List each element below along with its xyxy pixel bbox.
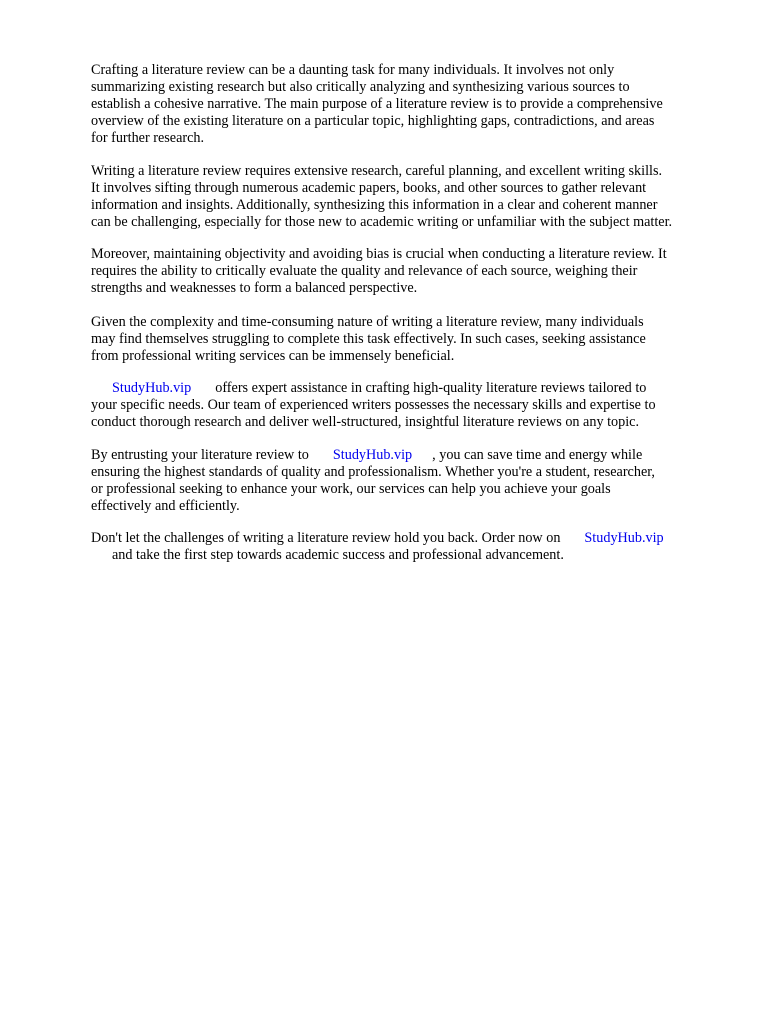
paragraph-intro <box>91 62 663 147</box>
text-fragment: offers expert assistance in crafting high-quality literature reviews tailored to <box>215 380 647 396</box>
paragraph-complexity <box>91 314 646 365</box>
text-line: your specific needs. Our team of experienced writers possesses the necessary skills and expertise to <box>91 397 656 413</box>
text-line <box>91 380 656 397</box>
text-line: Given the complexity and time-consuming nature of writing a literature review, many individuals <box>91 314 644 330</box>
text-line: Moreover, maintaining objectivity and avoiding bias is crucial when conducting a literature review. It <box>91 246 667 262</box>
paragraph-offer <box>91 380 656 431</box>
studyhub-link[interactable]: StudyHub.vip <box>112 380 192 396</box>
paragraph-entrust <box>91 447 655 515</box>
text-line: from professional writing services can be immensely beneficial. <box>91 348 455 364</box>
paragraph-objectivity <box>91 246 667 297</box>
text-line: effectively and efficiently. <box>91 498 240 514</box>
text-fragment: By entrusting your literature review to <box>91 447 309 463</box>
text-line <box>91 447 655 464</box>
text-fragment: , you can save time and energy while <box>432 447 643 463</box>
text-line: conduct thorough research and deliver well-structured, insightful literature reviews on any topic. <box>91 414 640 430</box>
text-line: requires the ability to critically evaluate the quality and relevance of each source, weighing their <box>91 263 638 279</box>
text-line: may find themselves struggling to complete this task effectively. In such cases, seeking assistance <box>91 331 646 347</box>
text-line: for further research. <box>91 130 205 146</box>
studyhub-link[interactable]: StudyHub.vip <box>584 530 664 546</box>
text-fragment: Don't let the challenges of writing a literature review hold you back. Order now on <box>91 530 561 546</box>
text-line: overview of the existing literature on a particular topic, highlighting gaps, contradictions, and areas <box>91 113 655 129</box>
paragraph-cta <box>91 530 664 564</box>
text-line: Writing a literature review requires extensive research, careful planning, and excellent writing skills. <box>91 163 663 179</box>
text-line: can be challenging, especially for those new to academic writing or unfamiliar with the subject matter. <box>91 214 673 230</box>
paragraph-writing <box>91 163 672 231</box>
text-line: strengths and weaknesses to form a balanced perspective. <box>91 280 418 296</box>
text-line: information and insights. Additionally, synthesizing this information in a clear and coherent manner <box>91 197 658 213</box>
text-line: and take the first step towards academic success and professional advancement. <box>112 547 564 563</box>
text-line: Crafting a literature review can be a daunting task for many individuals. It involves not only <box>91 62 615 78</box>
text-line: It involves sifting through numerous academic papers, books, and other sources to gather relevant <box>91 180 647 196</box>
text-line: summarizing existing research but also critically analyzing and synthesizing various sources to <box>91 79 630 95</box>
text-line: ensuring the highest standards of quality and professionalism. Whether you're a student, researcher, <box>91 464 655 480</box>
studyhub-link[interactable]: StudyHub.vip <box>332 447 413 463</box>
text-line <box>91 530 664 547</box>
text-line: establish a cohesive narrative. The main purpose of a literature review is to provide a comprehensive <box>91 96 663 112</box>
text-line: or professional seeking to enhance your work, our services can help you achieve your goals <box>91 481 611 497</box>
